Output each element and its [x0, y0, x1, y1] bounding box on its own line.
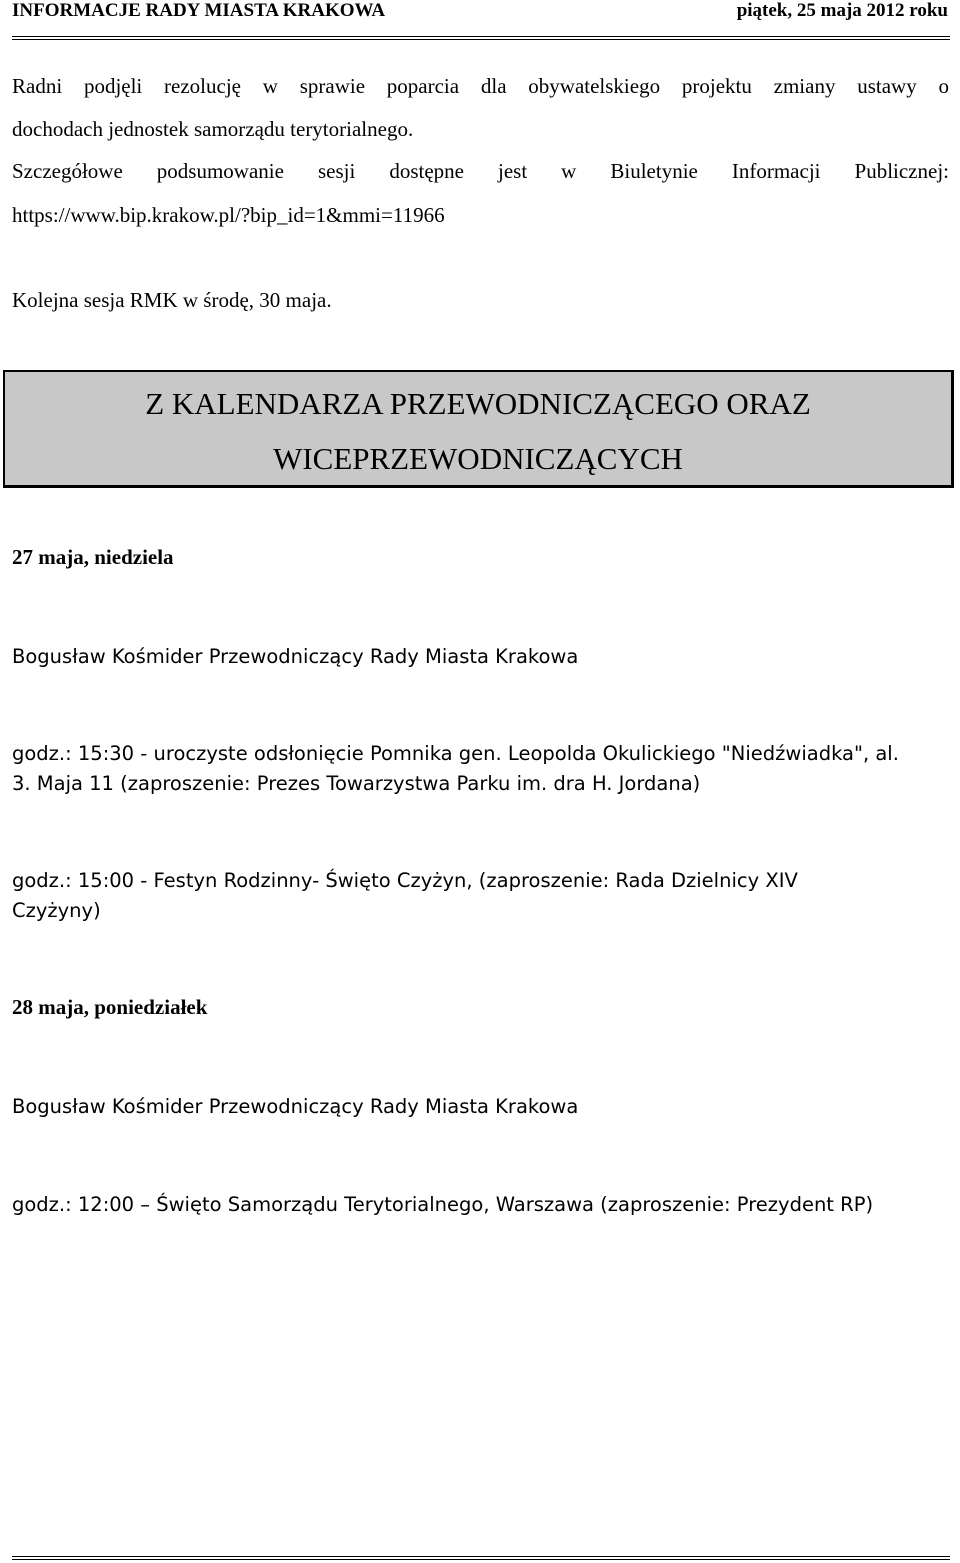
banner-line-2: WICEPRZEWODNICZĄCYCH: [273, 441, 683, 476]
event-line: godz.: 15:30 - uroczyste odsłonięcie Pomnika gen. Leopolda Okulickiego "Niedźwiadka", al.: [12, 742, 899, 765]
bip-link[interactable]: https://www.bip.krakow.pl/?bip_id=1&mmi=11966: [12, 203, 445, 227]
intro-line-3: Szczegółowe podsumowanie sesji dostępne jest w Biuletynie Informacji Publicznej:: [12, 159, 949, 183]
newsletter-title: INFORMACJE RADY MIASTA KRAKOWA: [12, 0, 386, 21]
intro-line-2: dochodach jednostek samorządu terytorialnego.: [12, 117, 414, 141]
event-line: Czyżyny): [12, 899, 101, 922]
event-line: godz.: 12:00 – Święto Samorządu Terytorialnego, Warszawa (zaproszenie: Prezydent RP): [12, 1193, 874, 1216]
person-line: Bogusław Kośmider Przewodniczący Rady Miasta Krakowa: [12, 1095, 579, 1118]
person-line: Bogusław Kośmider Przewodniczący Rady Miasta Krakowa: [12, 645, 579, 668]
footer-rule: [12, 1556, 950, 1560]
event-line: godz.: 15:00 - Festyn Rodzinny- Święto Czyżyn, (zaproszenie: Rada Dzielnicy XIV: [12, 869, 798, 892]
next-session-note: Kolejna sesja RMK w środę, 30 maja.: [12, 288, 332, 312]
intro-line-1: Radni podjęli rezolucję w sprawie poparcia dla obywatelskiego projektu zmiany ustawy o: [12, 74, 949, 98]
header-rule: [12, 36, 950, 40]
day-heading: 28 maja, poniedziałek: [12, 995, 208, 1019]
event-line: 3. Maja 11 (zaproszenie: Prezes Towarzystwa Parku im. dra H. Jordana): [12, 772, 701, 795]
calendar-banner: [3, 370, 954, 488]
day-heading: 27 maja, niedziela: [12, 545, 174, 569]
issue-date: piątek, 25 maja 2012 roku: [736, 0, 948, 21]
page-header: [12, 0, 948, 38]
banner-line-1: Z KALENDARZA PRZEWODNICZĄCEGO ORAZ: [145, 386, 811, 421]
